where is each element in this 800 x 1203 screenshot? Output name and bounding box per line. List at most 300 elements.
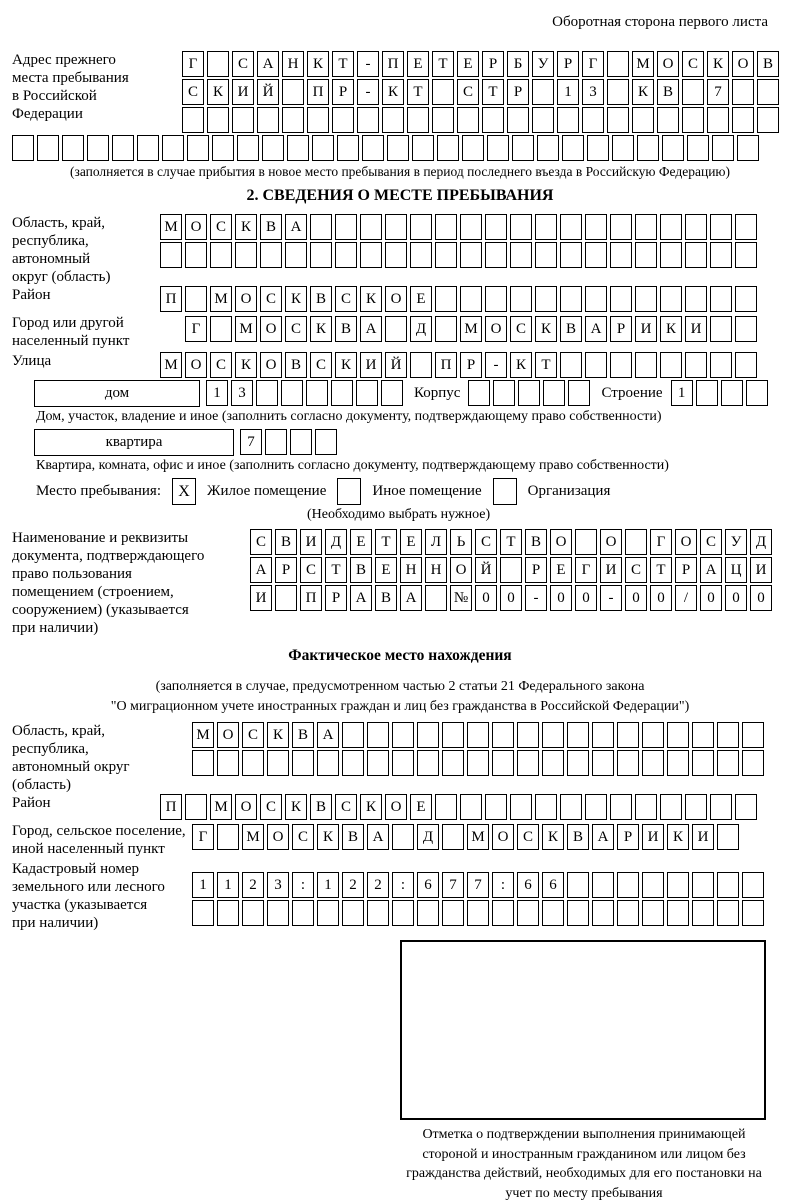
char-cell[interactable] bbox=[362, 135, 384, 161]
char-cell[interactable] bbox=[682, 107, 704, 133]
char-cell[interactable]: С bbox=[457, 79, 479, 105]
char-cell[interactable]: В bbox=[310, 794, 332, 820]
char-cell[interactable] bbox=[607, 107, 629, 133]
char-cell[interactable]: Е bbox=[375, 557, 397, 583]
char-cell[interactable] bbox=[310, 214, 332, 240]
char-cell[interactable]: К bbox=[285, 794, 307, 820]
char-cell[interactable]: Т bbox=[500, 529, 522, 555]
char-cell[interactable]: Т bbox=[375, 529, 397, 555]
char-cell[interactable]: 1 bbox=[317, 872, 339, 898]
char-cell[interactable] bbox=[735, 352, 757, 378]
char-cell[interactable] bbox=[492, 750, 514, 776]
char-cell[interactable]: 2 bbox=[342, 872, 364, 898]
char-cell[interactable] bbox=[635, 352, 657, 378]
char-cell[interactable] bbox=[282, 79, 304, 105]
char-cell[interactable] bbox=[575, 529, 597, 555]
char-cell[interactable] bbox=[532, 79, 554, 105]
char-cell[interactable] bbox=[232, 107, 254, 133]
char-cell[interactable]: С bbox=[210, 214, 232, 240]
char-cell[interactable] bbox=[610, 242, 632, 268]
char-cell[interactable]: О bbox=[185, 352, 207, 378]
char-cell[interactable]: И bbox=[642, 824, 664, 850]
char-cell[interactable] bbox=[507, 107, 529, 133]
char-cell[interactable]: Е bbox=[407, 51, 429, 77]
char-cell[interactable]: Б bbox=[507, 51, 529, 77]
char-cell[interactable]: 0 bbox=[550, 585, 572, 611]
char-cell[interactable] bbox=[742, 872, 764, 898]
char-cell[interactable] bbox=[710, 352, 732, 378]
char-cell[interactable]: 1 bbox=[557, 79, 579, 105]
char-cell[interactable]: Р bbox=[525, 557, 547, 583]
char-cell[interactable]: Д bbox=[325, 529, 347, 555]
char-cell[interactable] bbox=[260, 242, 282, 268]
char-cell[interactable]: К bbox=[317, 824, 339, 850]
char-cell[interactable]: А bbox=[317, 722, 339, 748]
char-cell[interactable] bbox=[267, 900, 289, 926]
char-cell[interactable] bbox=[560, 242, 582, 268]
char-cell[interactable] bbox=[696, 380, 718, 406]
char-cell[interactable]: И bbox=[360, 352, 382, 378]
char-cell[interactable]: И bbox=[750, 557, 772, 583]
char-cell[interactable]: В bbox=[657, 79, 679, 105]
char-cell[interactable] bbox=[660, 352, 682, 378]
char-cell[interactable]: С bbox=[232, 51, 254, 77]
char-cell[interactable] bbox=[435, 214, 457, 240]
char-cell[interactable]: Р bbox=[482, 51, 504, 77]
char-cell[interactable] bbox=[610, 794, 632, 820]
char-cell[interactable] bbox=[625, 529, 647, 555]
char-cell[interactable]: А bbox=[250, 557, 272, 583]
char-cell[interactable]: П bbox=[435, 352, 457, 378]
char-cell[interactable] bbox=[567, 872, 589, 898]
char-cell[interactable]: Т bbox=[325, 557, 347, 583]
char-cell[interactable] bbox=[535, 214, 557, 240]
char-cell[interactable]: 6 bbox=[542, 872, 564, 898]
char-cell[interactable] bbox=[457, 107, 479, 133]
char-cell[interactable]: С bbox=[510, 316, 532, 342]
char-cell[interactable]: О bbox=[260, 316, 282, 342]
char-cell[interactable] bbox=[592, 722, 614, 748]
char-cell[interactable] bbox=[746, 380, 768, 406]
char-cell[interactable] bbox=[242, 900, 264, 926]
char-cell[interactable]: Е bbox=[400, 529, 422, 555]
char-cell[interactable]: С bbox=[285, 316, 307, 342]
char-cell[interactable]: В bbox=[335, 316, 357, 342]
char-cell[interactable] bbox=[460, 286, 482, 312]
char-cell[interactable] bbox=[735, 316, 757, 342]
char-cell[interactable] bbox=[262, 135, 284, 161]
char-cell[interactable] bbox=[610, 352, 632, 378]
char-cell[interactable]: М bbox=[160, 214, 182, 240]
char-cell[interactable] bbox=[435, 242, 457, 268]
char-cell[interactable]: 7 bbox=[467, 872, 489, 898]
kvartira-field[interactable] bbox=[34, 429, 234, 456]
char-cell[interactable] bbox=[292, 750, 314, 776]
char-cell[interactable] bbox=[735, 242, 757, 268]
checkbox-organizaciya[interactable] bbox=[493, 478, 517, 505]
char-cell[interactable] bbox=[317, 750, 339, 776]
char-cell[interactable] bbox=[707, 107, 729, 133]
char-cell[interactable] bbox=[532, 107, 554, 133]
char-cell[interactable]: Д bbox=[410, 316, 432, 342]
char-cell[interactable] bbox=[557, 107, 579, 133]
char-cell[interactable] bbox=[62, 135, 84, 161]
char-cell[interactable]: С bbox=[260, 794, 282, 820]
char-cell[interactable] bbox=[710, 316, 732, 342]
char-cell[interactable]: Р bbox=[275, 557, 297, 583]
char-cell[interactable] bbox=[568, 380, 590, 406]
char-cell[interactable]: 7 bbox=[240, 429, 262, 455]
char-cell[interactable]: Р bbox=[557, 51, 579, 77]
char-cell[interactable]: К bbox=[360, 794, 382, 820]
char-cell[interactable]: Е bbox=[457, 51, 479, 77]
char-cell[interactable]: К bbox=[235, 352, 257, 378]
char-cell[interactable] bbox=[542, 900, 564, 926]
char-cell[interactable] bbox=[635, 242, 657, 268]
char-cell[interactable] bbox=[437, 135, 459, 161]
char-cell[interactable]: : bbox=[292, 872, 314, 898]
char-cell[interactable]: 0 bbox=[575, 585, 597, 611]
char-cell[interactable] bbox=[342, 900, 364, 926]
char-cell[interactable]: 7 bbox=[707, 79, 729, 105]
char-cell[interactable]: А bbox=[592, 824, 614, 850]
char-cell[interactable]: Е bbox=[550, 557, 572, 583]
char-cell[interactable]: М bbox=[460, 316, 482, 342]
char-cell[interactable] bbox=[687, 135, 709, 161]
char-cell[interactable] bbox=[617, 750, 639, 776]
char-cell[interactable] bbox=[460, 214, 482, 240]
char-cell[interactable]: С bbox=[517, 824, 539, 850]
char-cell[interactable] bbox=[317, 900, 339, 926]
char-cell[interactable]: Р bbox=[325, 585, 347, 611]
char-cell[interactable] bbox=[410, 242, 432, 268]
char-cell[interactable] bbox=[617, 722, 639, 748]
char-cell[interactable] bbox=[757, 107, 779, 133]
char-cell[interactable]: В bbox=[292, 722, 314, 748]
char-cell[interactable]: И bbox=[600, 557, 622, 583]
char-cell[interactable] bbox=[657, 107, 679, 133]
char-cell[interactable] bbox=[112, 135, 134, 161]
char-cell[interactable]: К bbox=[207, 79, 229, 105]
char-cell[interactable] bbox=[275, 585, 297, 611]
char-cell[interactable] bbox=[682, 79, 704, 105]
char-cell[interactable]: Т bbox=[407, 79, 429, 105]
char-cell[interactable]: Т bbox=[535, 352, 557, 378]
char-cell[interactable]: Р bbox=[460, 352, 482, 378]
char-cell[interactable]: 0 bbox=[625, 585, 647, 611]
char-cell[interactable]: 0 bbox=[500, 585, 522, 611]
char-cell[interactable] bbox=[610, 286, 632, 312]
char-cell[interactable]: С bbox=[292, 824, 314, 850]
char-cell[interactable] bbox=[342, 750, 364, 776]
char-cell[interactable]: С bbox=[335, 286, 357, 312]
char-cell[interactable] bbox=[392, 900, 414, 926]
char-cell[interactable] bbox=[535, 286, 557, 312]
char-cell[interactable]: В bbox=[525, 529, 547, 555]
char-cell[interactable]: Т bbox=[482, 79, 504, 105]
char-cell[interactable] bbox=[367, 722, 389, 748]
char-cell[interactable]: В bbox=[350, 557, 372, 583]
char-cell[interactable] bbox=[632, 107, 654, 133]
char-cell[interactable] bbox=[185, 286, 207, 312]
char-cell[interactable] bbox=[685, 214, 707, 240]
char-cell[interactable]: 0 bbox=[475, 585, 497, 611]
char-cell[interactable]: М bbox=[235, 316, 257, 342]
char-cell[interactable] bbox=[610, 214, 632, 240]
char-cell[interactable] bbox=[417, 900, 439, 926]
char-cell[interactable]: О bbox=[600, 529, 622, 555]
char-cell[interactable]: И bbox=[300, 529, 322, 555]
char-cell[interactable] bbox=[182, 107, 204, 133]
char-cell[interactable] bbox=[160, 242, 182, 268]
char-cell[interactable] bbox=[493, 380, 515, 406]
char-cell[interactable] bbox=[642, 722, 664, 748]
char-cell[interactable] bbox=[256, 380, 278, 406]
char-cell[interactable]: С bbox=[475, 529, 497, 555]
char-cell[interactable]: К bbox=[667, 824, 689, 850]
char-cell[interactable]: Г bbox=[575, 557, 597, 583]
char-cell[interactable]: М bbox=[632, 51, 654, 77]
char-cell[interactable]: О bbox=[235, 794, 257, 820]
char-cell[interactable] bbox=[435, 316, 457, 342]
char-cell[interactable]: Г bbox=[192, 824, 214, 850]
char-cell[interactable]: Й bbox=[385, 352, 407, 378]
char-cell[interactable]: О bbox=[260, 352, 282, 378]
char-cell[interactable]: Й bbox=[475, 557, 497, 583]
char-cell[interactable] bbox=[567, 750, 589, 776]
char-cell[interactable] bbox=[742, 722, 764, 748]
char-cell[interactable] bbox=[392, 750, 414, 776]
char-cell[interactable]: Н bbox=[425, 557, 447, 583]
char-cell[interactable] bbox=[717, 824, 739, 850]
char-cell[interactable] bbox=[315, 429, 337, 455]
char-cell[interactable] bbox=[410, 352, 432, 378]
char-cell[interactable]: В bbox=[275, 529, 297, 555]
char-cell[interactable]: С bbox=[682, 51, 704, 77]
char-cell[interactable]: В bbox=[285, 352, 307, 378]
char-cell[interactable] bbox=[492, 722, 514, 748]
char-cell[interactable] bbox=[306, 380, 328, 406]
char-cell[interactable]: 0 bbox=[750, 585, 772, 611]
char-cell[interactable] bbox=[485, 286, 507, 312]
char-cell[interactable]: Е bbox=[410, 286, 432, 312]
char-cell[interactable]: У bbox=[725, 529, 747, 555]
char-cell[interactable]: О bbox=[217, 722, 239, 748]
char-cell[interactable]: 3 bbox=[582, 79, 604, 105]
char-cell[interactable]: Р bbox=[507, 79, 529, 105]
char-cell[interactable]: К bbox=[235, 214, 257, 240]
char-cell[interactable] bbox=[435, 794, 457, 820]
char-cell[interactable] bbox=[385, 214, 407, 240]
char-cell[interactable] bbox=[542, 722, 564, 748]
char-cell[interactable] bbox=[332, 107, 354, 133]
char-cell[interactable]: К bbox=[335, 352, 357, 378]
char-cell[interactable]: С bbox=[242, 722, 264, 748]
char-cell[interactable] bbox=[307, 107, 329, 133]
char-cell[interactable]: О bbox=[485, 316, 507, 342]
char-cell[interactable]: К bbox=[632, 79, 654, 105]
char-cell[interactable]: К bbox=[542, 824, 564, 850]
char-cell[interactable]: О bbox=[550, 529, 572, 555]
char-cell[interactable]: М bbox=[210, 794, 232, 820]
char-cell[interactable] bbox=[667, 900, 689, 926]
char-cell[interactable] bbox=[162, 135, 184, 161]
char-cell[interactable] bbox=[587, 135, 609, 161]
char-cell[interactable]: С bbox=[300, 557, 322, 583]
char-cell[interactable] bbox=[192, 900, 214, 926]
char-cell[interactable]: Р bbox=[610, 316, 632, 342]
char-cell[interactable] bbox=[387, 135, 409, 161]
char-cell[interactable]: М bbox=[242, 824, 264, 850]
char-cell[interactable]: К bbox=[660, 316, 682, 342]
char-cell[interactable] bbox=[212, 135, 234, 161]
char-cell[interactable] bbox=[560, 214, 582, 240]
char-cell[interactable] bbox=[585, 214, 607, 240]
char-cell[interactable]: О bbox=[450, 557, 472, 583]
char-cell[interactable] bbox=[662, 135, 684, 161]
char-cell[interactable]: О bbox=[235, 286, 257, 312]
char-cell[interactable] bbox=[635, 794, 657, 820]
char-cell[interactable]: Т bbox=[650, 557, 672, 583]
char-cell[interactable] bbox=[360, 242, 382, 268]
char-cell[interactable] bbox=[432, 107, 454, 133]
char-cell[interactable] bbox=[735, 794, 757, 820]
char-cell[interactable]: П bbox=[160, 794, 182, 820]
char-cell[interactable]: В bbox=[567, 824, 589, 850]
char-cell[interactable]: Н bbox=[400, 557, 422, 583]
char-cell[interactable] bbox=[742, 900, 764, 926]
char-cell[interactable] bbox=[392, 824, 414, 850]
char-cell[interactable] bbox=[432, 79, 454, 105]
char-cell[interactable]: Д bbox=[417, 824, 439, 850]
char-cell[interactable] bbox=[237, 135, 259, 161]
char-cell[interactable] bbox=[543, 380, 565, 406]
char-cell[interactable]: П bbox=[382, 51, 404, 77]
char-cell[interactable] bbox=[692, 872, 714, 898]
char-cell[interactable]: 7 bbox=[442, 872, 464, 898]
char-cell[interactable] bbox=[281, 380, 303, 406]
char-cell[interactable] bbox=[607, 51, 629, 77]
char-cell[interactable]: Ь bbox=[450, 529, 472, 555]
char-cell[interactable] bbox=[487, 135, 509, 161]
char-cell[interactable]: А bbox=[350, 585, 372, 611]
char-cell[interactable]: 1 bbox=[206, 380, 228, 406]
char-cell[interactable] bbox=[592, 872, 614, 898]
char-cell[interactable] bbox=[742, 750, 764, 776]
char-cell[interactable] bbox=[735, 214, 757, 240]
char-cell[interactable]: 0 bbox=[725, 585, 747, 611]
char-cell[interactable]: Р bbox=[617, 824, 639, 850]
char-cell[interactable]: А bbox=[257, 51, 279, 77]
char-cell[interactable]: 6 bbox=[517, 872, 539, 898]
char-cell[interactable]: 6 bbox=[417, 872, 439, 898]
char-cell[interactable] bbox=[712, 135, 734, 161]
char-cell[interactable]: В bbox=[757, 51, 779, 77]
char-cell[interactable]: О bbox=[385, 794, 407, 820]
char-cell[interactable] bbox=[342, 722, 364, 748]
char-cell[interactable]: Н bbox=[282, 51, 304, 77]
char-cell[interactable] bbox=[485, 214, 507, 240]
char-cell[interactable] bbox=[717, 872, 739, 898]
char-cell[interactable]: М bbox=[467, 824, 489, 850]
char-cell[interactable] bbox=[137, 135, 159, 161]
char-cell[interactable] bbox=[335, 242, 357, 268]
char-cell[interactable] bbox=[187, 135, 209, 161]
char-cell[interactable]: Г bbox=[182, 51, 204, 77]
char-cell[interactable] bbox=[442, 750, 464, 776]
char-cell[interactable] bbox=[337, 135, 359, 161]
char-cell[interactable]: С bbox=[625, 557, 647, 583]
char-cell[interactable] bbox=[585, 794, 607, 820]
char-cell[interactable]: О bbox=[732, 51, 754, 77]
char-cell[interactable] bbox=[560, 352, 582, 378]
char-cell[interactable] bbox=[562, 135, 584, 161]
char-cell[interactable] bbox=[607, 79, 629, 105]
char-cell[interactable]: Р bbox=[332, 79, 354, 105]
char-cell[interactable] bbox=[356, 380, 378, 406]
char-cell[interactable]: В bbox=[260, 214, 282, 240]
char-cell[interactable]: 1 bbox=[217, 872, 239, 898]
char-cell[interactable]: С bbox=[250, 529, 272, 555]
char-cell[interactable]: В bbox=[375, 585, 397, 611]
char-cell[interactable] bbox=[660, 242, 682, 268]
char-cell[interactable] bbox=[442, 722, 464, 748]
char-cell[interactable]: 1 bbox=[192, 872, 214, 898]
char-cell[interactable] bbox=[285, 242, 307, 268]
char-cell[interactable] bbox=[12, 135, 34, 161]
char-cell[interactable]: Т bbox=[432, 51, 454, 77]
char-cell[interactable] bbox=[312, 135, 334, 161]
char-cell[interactable]: И bbox=[250, 585, 272, 611]
char-cell[interactable]: К bbox=[707, 51, 729, 77]
char-cell[interactable]: Г bbox=[185, 316, 207, 342]
char-cell[interactable] bbox=[510, 214, 532, 240]
char-cell[interactable] bbox=[185, 242, 207, 268]
char-cell[interactable] bbox=[410, 214, 432, 240]
char-cell[interactable]: С bbox=[260, 286, 282, 312]
char-cell[interactable] bbox=[412, 135, 434, 161]
char-cell[interactable] bbox=[382, 107, 404, 133]
char-cell[interactable]: 2 bbox=[367, 872, 389, 898]
char-cell[interactable] bbox=[310, 242, 332, 268]
char-cell[interactable] bbox=[267, 750, 289, 776]
char-cell[interactable]: О bbox=[385, 286, 407, 312]
char-cell[interactable] bbox=[381, 380, 403, 406]
char-cell[interactable] bbox=[460, 242, 482, 268]
char-cell[interactable] bbox=[207, 107, 229, 133]
char-cell[interactable] bbox=[517, 750, 539, 776]
char-cell[interactable] bbox=[660, 214, 682, 240]
char-cell[interactable]: Т bbox=[332, 51, 354, 77]
char-cell[interactable] bbox=[692, 900, 714, 926]
char-cell[interactable]: М bbox=[210, 286, 232, 312]
char-cell[interactable] bbox=[357, 107, 379, 133]
char-cell[interactable] bbox=[331, 380, 353, 406]
char-cell[interactable]: Г bbox=[650, 529, 672, 555]
char-cell[interactable]: 3 bbox=[231, 380, 253, 406]
char-cell[interactable] bbox=[210, 242, 232, 268]
char-cell[interactable] bbox=[87, 135, 109, 161]
char-cell[interactable]: О bbox=[675, 529, 697, 555]
char-cell[interactable] bbox=[642, 872, 664, 898]
char-cell[interactable]: - bbox=[357, 79, 379, 105]
checkbox-zhiloe[interactable]: X bbox=[172, 478, 196, 505]
char-cell[interactable] bbox=[367, 900, 389, 926]
char-cell[interactable]: П bbox=[160, 286, 182, 312]
char-cell[interactable] bbox=[518, 380, 540, 406]
char-cell[interactable]: К bbox=[382, 79, 404, 105]
char-cell[interactable]: М bbox=[160, 352, 182, 378]
